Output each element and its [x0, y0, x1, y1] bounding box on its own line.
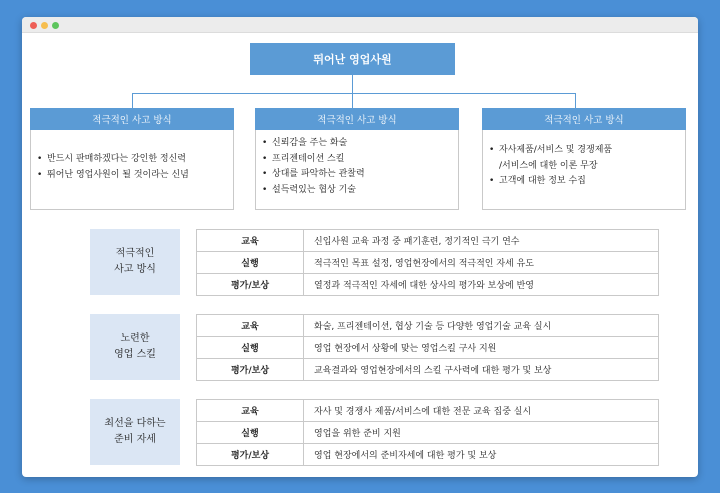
table-row [196, 422, 659, 444]
list-item: • 고객에 대한 정보 수집 [489, 176, 586, 186]
list-item: • 상대를 파악하는 관찰력 [262, 169, 365, 179]
table-row [196, 337, 659, 359]
table-row [196, 230, 659, 252]
row-value: 영업을 위한 준비 지원 [314, 429, 401, 439]
section-label: 적극적인 사고 방식 [90, 229, 180, 295]
section-table [196, 399, 659, 465]
row-value: 영업 현장에서의 준비자세에 대한 평가 및 보상 [314, 451, 497, 461]
row-key: 실행 [197, 422, 304, 443]
column-3 [482, 108, 686, 210]
list-item: • 반드시 판매하겠다는 강인한 정신력 [37, 154, 186, 164]
connector-right [575, 93, 576, 108]
close-window-button[interactable] [30, 22, 37, 29]
section-3 [90, 399, 659, 465]
connector-horizontal [132, 93, 575, 94]
connector-vertical-top [352, 75, 353, 93]
list-item: • 신뢰감을 주는 화술 [262, 138, 348, 148]
section-2 [90, 314, 659, 380]
row-value: 신입사원 교육 과정 중 패기훈련, 정기적인 극기 연수 [314, 237, 520, 247]
column-1 [30, 108, 234, 210]
diagram-canvas [22, 33, 698, 477]
row-key: 교육 [197, 400, 304, 421]
row-key: 실행 [197, 337, 304, 358]
table-row [196, 274, 659, 296]
column-body [30, 130, 234, 210]
window-titlebar [22, 17, 698, 33]
list-item: • 설득력있는 협상 기술 [262, 184, 356, 195]
row-key: 교육 [197, 230, 304, 251]
connector-left [132, 93, 133, 108]
column-2 [255, 108, 459, 210]
table-row [196, 252, 659, 274]
row-value: 영업 현장에서 상황에 맞는 영업스킬 구사 지원 [314, 344, 497, 354]
column-body [255, 130, 459, 210]
row-value: 화술, 프리젠테이션, 협상 기술 등 다양한 영업기술 교육 실시 [314, 322, 552, 332]
table-row [196, 359, 659, 381]
column-header: 적극적인 사고 방식 [255, 108, 459, 130]
section-table [196, 229, 659, 295]
list-item: • 뛰어난 영업사원이 될 것이라는 신념 [37, 169, 189, 180]
row-value: 교육결과와 영업현장에서의 스킬 구사력에 대한 평가 및 보상 [314, 366, 552, 376]
section-table [196, 314, 659, 380]
minimize-window-button[interactable] [41, 22, 48, 29]
section-1 [90, 229, 659, 295]
row-key: 평가/보상 [197, 444, 304, 465]
list-item: • 프리젠테이션 스킬 [262, 153, 345, 164]
row-key: 평가/보상 [197, 359, 304, 380]
row-value: 적극적인 목표 설정, 영업현장에서의 적극적인 자세 유도 [314, 259, 534, 269]
table-row [196, 400, 659, 422]
app-window [22, 17, 698, 477]
section-label: 노련한 영업 스킬 [90, 314, 180, 380]
connector-middle [352, 93, 353, 108]
list-item: /서비스에 대한 이론 무장 [499, 160, 598, 171]
section-label: 최선을 다하는 준비 자세 [90, 399, 180, 465]
row-key: 평가/보상 [197, 274, 304, 295]
row-value: 자사 및 경쟁사 제품/서비스에 대한 전문 교육 집중 실시 [314, 407, 532, 417]
row-value: 열정과 적극적인 자세에 대한 상사의 평가와 보상에 반영 [314, 281, 534, 291]
column-header: 적극적인 사고 방식 [482, 108, 686, 130]
row-key: 교육 [197, 315, 304, 336]
column-header: 적극적인 사고 방식 [30, 108, 234, 130]
top-title-box: 뛰어난 영업사원 [250, 43, 455, 75]
row-key: 실행 [197, 252, 304, 273]
list-item: • 자사제품/서비스 및 경쟁제품 [489, 145, 613, 155]
table-row [196, 315, 659, 337]
table-row [196, 444, 659, 466]
maximize-window-button[interactable] [52, 22, 59, 29]
column-body [482, 130, 686, 210]
